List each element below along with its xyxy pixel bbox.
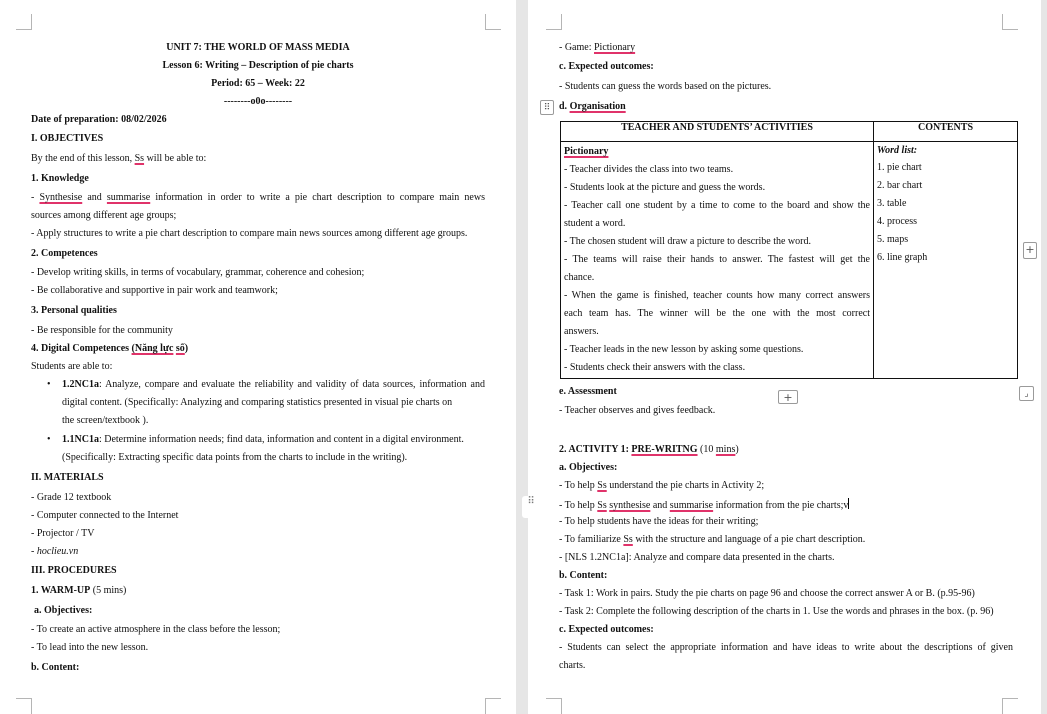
table-resize-handle[interactable]: ⌟ xyxy=(1019,386,1034,401)
margin-corner-bottom-left xyxy=(546,698,562,714)
activity-title xyxy=(564,143,870,161)
spell-error[interactable]: PRE-WRITNG xyxy=(631,444,698,455)
spell-error[interactable]: mins xyxy=(715,444,736,455)
heading-warmup: 1. WARM-UP (5 mins) xyxy=(31,585,127,596)
activity1-heading: 2. ACTIVITY 1: PRE-WRITNG (10 mins) xyxy=(559,444,739,455)
spell-error[interactable]: Organisation xyxy=(569,101,626,112)
materials-item-4: - hoclieu.vn xyxy=(31,546,79,557)
activity1-expected-heading: c. Expected outcomes: xyxy=(559,624,654,635)
spell-error[interactable]: summarise xyxy=(669,500,714,511)
activity-line: chance. xyxy=(564,272,595,283)
expected-outcome-1: - Students can guess the words based on the pictures. xyxy=(559,81,772,92)
heading-competences: 2. Competences xyxy=(31,248,98,259)
heading-personal-qualities: 3. Personal qualities xyxy=(31,305,117,316)
margin-corner-bottom-right xyxy=(1002,698,1018,714)
spell-error[interactable]: Pictionary xyxy=(564,146,609,157)
activity1-objective-3: - To help students have the ideas for their writing; xyxy=(559,516,759,527)
activity1-task-2: - Task 2: Complete the following description of the charts in 1. Use the words and phrases in the box. (p. 96) xyxy=(559,606,994,617)
bullet-icon: • xyxy=(47,379,51,390)
activity-line: - Teacher divides the class into two teams. xyxy=(564,164,734,175)
margin-corner-top-right xyxy=(485,14,501,30)
table-move-handle[interactable]: ⠿ xyxy=(540,100,554,115)
activity-line: - Teacher call one student by a time to come to the board and show the xyxy=(564,200,870,211)
warmup-content-heading: b. Content: xyxy=(31,662,80,673)
activity1-objective-4: - To familiarize Ss with the structure and language of a pie chart description. xyxy=(559,534,866,545)
word-list-item: 3. table xyxy=(877,198,907,209)
digital-item-2-line-1: 1.1NC1a: Determine information needs; find data, information and content in a digital environment. xyxy=(62,434,464,445)
activity-line: each team has. The winner will be the one with the most correct xyxy=(564,308,870,319)
activity1-content-heading: b. Content: xyxy=(559,570,608,581)
activity-line: - The teams will raise their hands to answer. The fastest will get the xyxy=(564,254,870,265)
word-list-title: Word list: xyxy=(877,145,918,156)
organisation-heading: d. Organisation xyxy=(559,101,626,112)
spell-error[interactable]: (Năng lực xyxy=(131,343,174,354)
activity1-objective-2[interactable]: - To help Ss synthesise and summarise information from the pie charts;v xyxy=(559,500,849,511)
text-cursor xyxy=(848,498,849,509)
period-week: Period: 65 – Week: 22 xyxy=(211,78,305,89)
activities-cell[interactable] xyxy=(561,142,874,379)
assessment-item-1: - Teacher observes and gives feedback. xyxy=(559,405,716,416)
separator: --------o0o-------- xyxy=(223,96,293,107)
materials-item-1: - Grade 12 textbook xyxy=(31,492,112,503)
materials-item-3: - Projector / TV xyxy=(31,528,95,539)
paragraph-drag-handle[interactable]: ⠿ xyxy=(522,496,540,518)
spell-error[interactable]: synthesise xyxy=(609,500,651,511)
activity1-task-1: - Task 1: Work in pairs. Study the pie charts on page 96 and choose the correct answer A or B. (p.95-96) xyxy=(559,588,975,599)
heading-materials: II. MATERIALS xyxy=(31,472,104,483)
activity-line: student a word. xyxy=(564,218,626,229)
activity-line: - The chosen student will draw a picture to describe the word. xyxy=(564,236,811,247)
word-list-item: 2. bar chart xyxy=(877,180,923,191)
assessment-heading: e. Assessment xyxy=(559,386,617,397)
activity1-objective-1: - To help Ss understand the pie charts in Activity 2; xyxy=(559,480,765,491)
heading-digital-competences: 4. Digital Competences (Năng lực số) xyxy=(31,343,189,354)
spell-error[interactable]: summarise xyxy=(106,192,151,203)
spell-error[interactable]: Synthesise xyxy=(39,192,83,203)
game-line: - Game: Pictionary xyxy=(559,42,636,53)
activity-line: answers. xyxy=(564,326,599,337)
digital-item-2-line-2: (Specifically: Extracting specific data points from the charts to include in the writing). xyxy=(62,452,408,463)
word-list-item: 6. line graph xyxy=(877,252,928,263)
word-list-item: 4. process xyxy=(877,216,917,227)
margin-corner-bottom-left xyxy=(16,698,32,714)
spell-error[interactable]: Ss xyxy=(597,500,607,511)
activity-line: - Teacher leads in the new lesson by asking some questions. xyxy=(564,344,804,355)
digital-intro: Students are able to: xyxy=(31,361,113,372)
personal-item-1: - Be responsible for the community xyxy=(31,325,173,336)
spell-error[interactable]: Pictionary xyxy=(594,42,636,53)
margin-corner-top-left xyxy=(16,14,32,30)
lesson-title: Lesson 6: Writing – Description of pie charts xyxy=(162,60,354,71)
margin-corner-bottom-right xyxy=(485,698,501,714)
materials-item-2: - Computer connected to the Internet xyxy=(31,510,179,521)
heading-objectives: I. OBJECTIVES xyxy=(31,133,104,144)
contents-cell[interactable] xyxy=(874,142,1018,379)
warmup-objective-1: - To create an active atmosphere in the class before the lesson; xyxy=(31,624,281,635)
activity-line: - Students check their answers with the class. xyxy=(564,362,746,373)
digital-item-1-line-1: 1.2NC1a: Analyze, compare and evaluate the reliability and validity of data sources, information and xyxy=(62,379,485,390)
margin-corner-top-left xyxy=(546,14,562,30)
add-row-button[interactable]: + xyxy=(778,390,798,404)
spell-error[interactable]: số xyxy=(175,343,185,354)
activity1-expected-1-cont: charts. xyxy=(559,660,586,671)
expected-outcomes-heading: c. Expected outcomes: xyxy=(559,61,654,72)
competences-item-2: - Be collaborative and supportive in pair work and teamwork; xyxy=(31,285,278,296)
objectives-intro: By the end of this lesson, Ss will be able to: xyxy=(31,153,207,164)
activity1-expected-1: - Students can select the appropriate information and have ideas to write about the descriptions of given xyxy=(559,642,1013,653)
header-activities: TEACHER AND STUDENTS’ ACTIVITIES xyxy=(561,122,874,142)
bullet-icon: • xyxy=(47,434,51,445)
activity1-objective-5: - [NLS 1.2NC1a]: Analyze and compare data presented in the charts. xyxy=(559,552,835,563)
heading-procedures: III. PROCEDURES xyxy=(31,565,117,576)
spell-error[interactable]: Ss xyxy=(597,480,607,491)
table-header-row xyxy=(561,122,1018,142)
document-page-left[interactable] xyxy=(0,0,516,714)
organisation-table[interactable] xyxy=(560,121,1018,379)
date-of-preparation: Date of preparation: 08/02/2026 xyxy=(31,114,167,125)
activity-line: - When the game is finished, teacher counts how many correct answers xyxy=(564,290,870,301)
header-contents: CONTENTS xyxy=(874,122,1018,142)
table-row xyxy=(561,142,1018,379)
knowledge-item-2: - Apply structures to write a pie chart description to compare main news sources among different age groups. xyxy=(31,228,468,239)
knowledge-item-1-cont: sources among different age groups; xyxy=(31,210,177,221)
margin-corner-top-right xyxy=(1002,14,1018,30)
warmup-objectives-heading: a. Objectives: xyxy=(34,605,93,616)
activity-line: - Students look at the picture and guess the words. xyxy=(564,182,766,193)
document-page-right[interactable] xyxy=(528,0,1041,714)
knowledge-item-1: - Synthesise and summarise information in order to write a pie chart description to compare main news xyxy=(31,192,485,203)
heading-knowledge: 1. Knowledge xyxy=(31,173,89,184)
activity1-objectives-heading: a. Objectives: xyxy=(559,462,618,473)
warmup-objective-2: - To lead into the new lesson. xyxy=(31,642,149,653)
word-list-item: 5. maps xyxy=(877,234,909,245)
unit-title: UNIT 7: THE WORLD OF MASS MEDIA xyxy=(166,42,350,53)
spell-error[interactable]: Ss xyxy=(134,153,145,164)
add-column-button[interactable]: + xyxy=(1023,242,1037,259)
spell-error[interactable]: Ss xyxy=(623,534,633,545)
digital-item-1-line-3: the screen/textbook ). xyxy=(62,415,149,426)
competences-item-1: - Develop writing skills, in terms of vocabulary, grammar, coherence and cohesion; xyxy=(31,267,365,278)
word-list-item: 1. pie chart xyxy=(877,162,922,173)
digital-item-1-line-2: digital content. (Specifically: Analyzing and comparing statistics presented in visual pie charts on xyxy=(62,397,453,408)
